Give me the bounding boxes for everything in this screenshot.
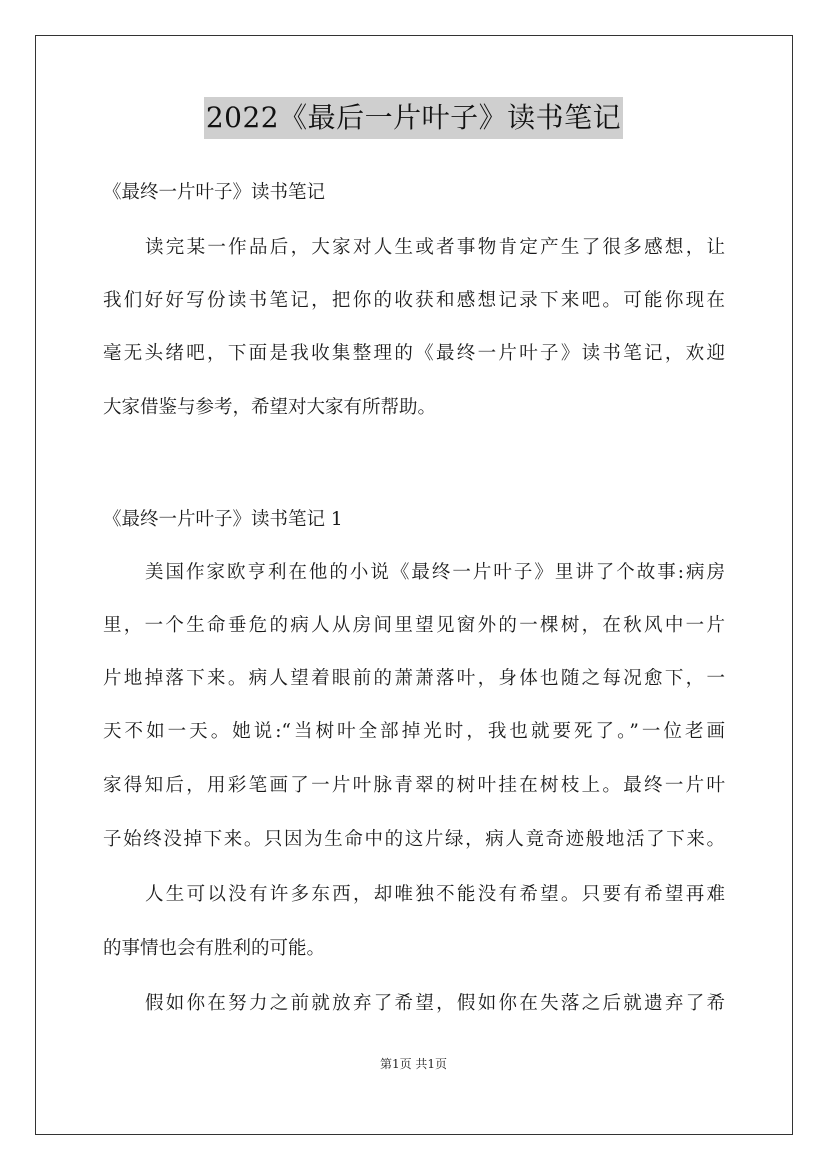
intro-line: 毫无头绪吧，下面是我收集整理的《最终一片叶子》读书笔记，欢迎: [103, 343, 725, 364]
intro-line: 读完某一作品后，大家对人生或者事物肯定产生了很多感想，让: [145, 237, 725, 258]
section-heading: 《最终一片叶子》读书笔记 1: [103, 509, 343, 530]
section-p1-line: 美国作家欧亨利在他的小说《最终一片叶子》里讲了个故事:病房: [145, 562, 725, 583]
title-wrap: [0, 97, 827, 139]
section-p3-line: 假如你在努力之前就放弃了希望，假如你在失落之后就遗弃了希: [145, 993, 725, 1014]
page-footer: 第1页 共1页: [379, 1057, 448, 1071]
section-p1-line: 天不如一天。她说:“当树叶全部掉光时，我也就要死了。”一位老画: [103, 721, 725, 742]
document-title: 2022《最后一片叶子》读书笔记: [204, 97, 623, 139]
intro-line: 我们好好写份读书笔记，把你的收获和感想记录下来吧。可能你现在: [103, 290, 725, 311]
section-p2-line: 人生可以没有许多东西，却唯独不能没有希望。只要有希望再难: [145, 884, 725, 905]
section-p1-line: 家得知后，用彩笔画了一片叶脉青翠的树叶挂在树枝上。最终一片叶: [103, 775, 725, 796]
section-p2-line: 的事情也会有胜利的可能。: [103, 938, 326, 959]
intro-line: 大家借鉴与参考，希望对大家有所帮助。: [103, 397, 437, 418]
document-subtitle: 《最终一片叶子》读书笔记: [103, 182, 326, 203]
section-p1-line: 里，一个生命垂危的病人从房间里望见窗外的一棵树，在秋风中一片: [103, 615, 725, 636]
section-p1-line: 片地掉落下来。病人望着眼前的萧萧落叶，身体也随之每况愈下，一: [103, 668, 725, 689]
section-p1-line: 子始终没掉下来。只因为生命中的这片绿，病人竟奇迹般地活了下来。: [103, 829, 725, 850]
